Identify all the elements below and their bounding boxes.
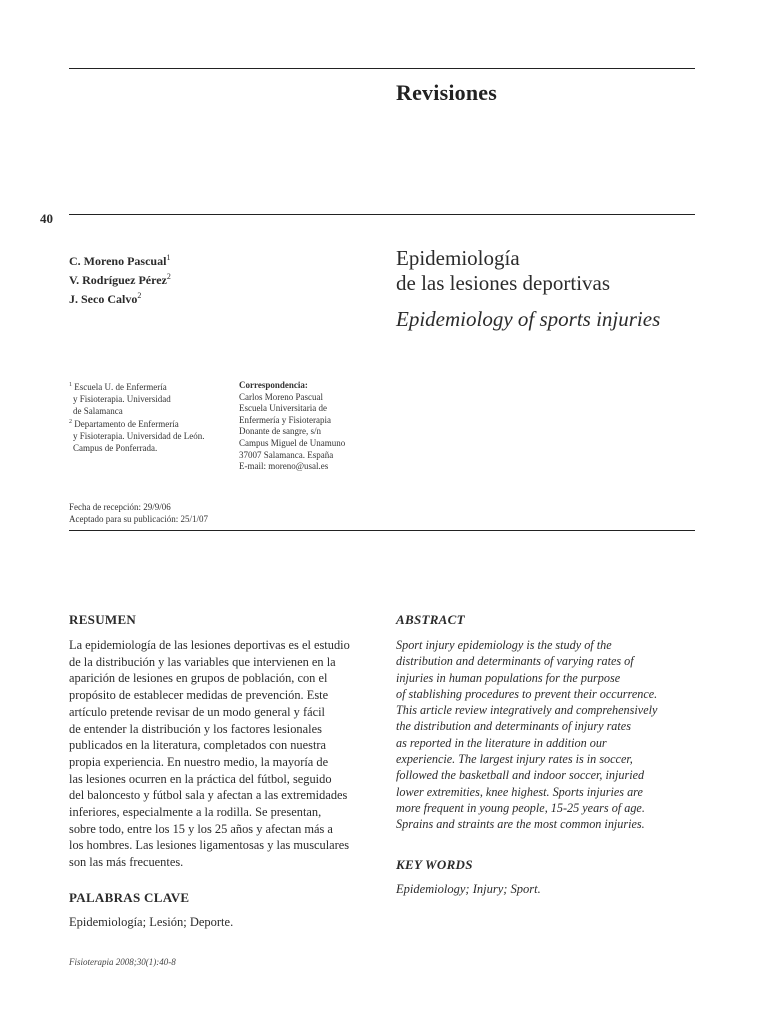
article-title-spanish	[396, 246, 610, 296]
resumen-line: propósito de establecer medidas de prevención. Este	[69, 688, 329, 703]
title-es-line: Epidemiología	[396, 246, 520, 270]
resumen-line: La epidemiología de las lesiones deportivas es el estudio	[69, 638, 350, 652]
author-name: J. Seco Calvo	[69, 292, 138, 306]
received-date: Fecha de recepción: 29/9/06	[69, 502, 171, 512]
affil-sup: 1	[69, 382, 72, 388]
correspondence-line: Carlos Moreno Pascual	[239, 391, 323, 402]
author-affil-sup: 2	[137, 291, 142, 300]
author-name: V. Rodríguez Pérez	[69, 273, 167, 287]
correspondence-heading: Correspondencia:	[239, 380, 308, 390]
resumen-line: de la distribución y las variables que intervienen en la	[69, 654, 336, 669]
accepted-date: Aceptado para su publicación: 25/1/07	[69, 514, 208, 524]
author-2	[69, 269, 171, 288]
affil-line	[69, 417, 204, 431]
correspondence-line: Campus Miguel de Unamuno	[239, 437, 346, 448]
top-rule	[69, 68, 695, 69]
affil-line: y Fisioterapia. Universidad de León.	[73, 431, 205, 442]
abstract-heading: ABSTRACT	[396, 612, 465, 627]
abstract-body	[396, 637, 696, 833]
resumen-line: los hombres. Las lesiones ligamentosas y las musculares	[69, 838, 350, 853]
abstract-line: followed the basketball and indoor soccer, injuried	[396, 768, 645, 783]
resumen-line: de entender la distribución y los factores lesionales	[69, 721, 322, 736]
author-affil-sup: 1	[166, 253, 171, 262]
abstract-line: the distribution and determinants of injury rates	[396, 719, 631, 734]
title-es-line: de las lesiones deportivas	[396, 271, 611, 295]
resumen-heading: RESUMEN	[69, 612, 137, 627]
author-3	[69, 288, 171, 307]
affil-line: y Fisioterapia. Universidad	[73, 393, 171, 404]
affil-line: Campus de Ponferrada.	[73, 442, 158, 453]
affil-sup: 2	[69, 419, 72, 426]
author-affil-sup: 2	[166, 272, 171, 281]
affil-line: de Salamanca	[73, 405, 123, 416]
abstract-line: injuries in human populations for the purpose	[396, 670, 621, 685]
resumen-line: propia experiencia. En nuestro medio, la mayoría de	[69, 754, 329, 769]
abstract-line: of stablishing procedures to prevent their occurrence.	[396, 686, 658, 701]
correspondence-line: Donante de sangre, s/n	[239, 426, 321, 437]
resumen-line: aparición de lesiones en grupos de población, con el	[69, 671, 328, 686]
abstract-line: more frequent in young people, 15-25 years of age.	[396, 800, 645, 815]
resumen-line: artículo pretende revisar de un modo general y fácil	[69, 704, 325, 719]
journal-citation: Fisioterapia 2008;30(1):40-8	[69, 957, 176, 967]
section-title: Revisiones	[396, 80, 497, 105]
resumen-line: del baloncesto y fútbol sala y afectan a las extremidades	[69, 788, 348, 803]
resumen-body	[69, 637, 365, 871]
correspondence-line: 37007 Salamanca. España	[239, 449, 334, 460]
correspondence-line: Escuela Universitaria de	[239, 403, 327, 414]
key-words-heading: KEY WORDS	[396, 857, 473, 872]
resumen-line: son las más frecuentes.	[69, 855, 184, 870]
abstract-line: as reported in the literature in addition our	[396, 735, 607, 750]
correspondence-email[interactable]: E-mail: moreno@usal.es	[239, 461, 329, 472]
resumen-line: las lesiones ocurren en la práctica del fútbol, seguido	[69, 771, 332, 786]
abstract-line: experiencie. The largest injury rates is in soccer,	[396, 752, 633, 767]
article-title-english: Epidemiology of sports injuries	[396, 307, 661, 331]
palabras-clave-text: Epidemiología; Lesión; Deporte.	[69, 915, 234, 929]
abstract-line: lower extremities, knee highest. Sports injuries are	[396, 784, 643, 799]
author-1	[69, 250, 171, 269]
page-number: 40	[40, 211, 53, 226]
palabras-clave-heading: PALABRAS CLAVE	[69, 890, 190, 905]
abstract-line: This article review integratively and comprehensively	[396, 703, 658, 718]
affil-text: Departamento de Enfermería	[74, 419, 179, 430]
abstract-line: Sprains and straints are the most common injuries.	[396, 817, 645, 832]
author-name: C. Moreno Pascual	[69, 254, 167, 268]
dates-rule	[69, 530, 695, 531]
header-rule	[69, 214, 695, 215]
abstract-line: distribution and determinants of varying rates of	[396, 654, 634, 669]
affiliations	[69, 380, 204, 455]
correspondence-line: Enfermería y Fisioterapia	[239, 414, 331, 425]
author-list	[69, 250, 171, 307]
affil-line	[69, 380, 204, 394]
publication-dates	[69, 501, 208, 525]
resumen-line: inferiores, especialmente a la rodilla. Se presentan,	[69, 805, 322, 820]
abstract-line: Sport injury epidemiology is the study of the	[396, 638, 612, 652]
key-words-text: Epidemiology; Injury; Sport.	[396, 882, 541, 896]
correspondence-block	[239, 380, 345, 473]
resumen-line: publicados en la literatura, completados con nuestra	[69, 738, 327, 753]
resumen-line: sobre todo, entre los 15 y los 25 años y afectan más a	[69, 821, 333, 836]
affil-text: Escuela U. de Enfermería	[74, 382, 167, 392]
